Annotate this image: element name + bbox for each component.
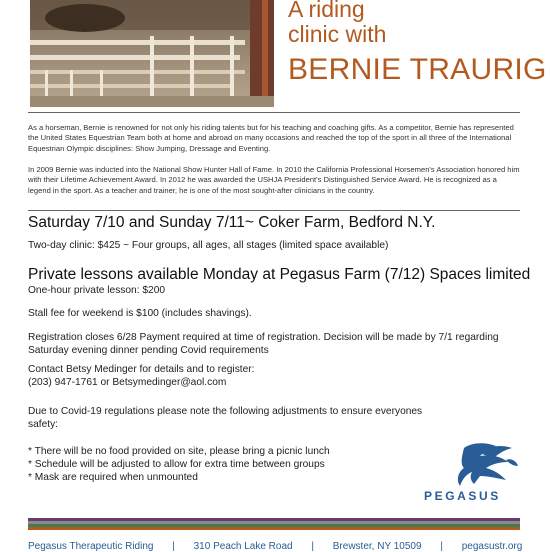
footer-website[interactable]: pegasustr.org — [461, 541, 523, 552]
covid-notice-1: Due to Covid-19 regulations please note the following adjustments to ensure everyones — [28, 406, 423, 417]
bio-paragraph-1: As a horseman, Bernie is renowned for not only his riding talents but for his teaching and coaching gifts. As a competitor, Bernie has represented the United States Equestrian Team both at home and abroad on many occasions and reached the top of the sport in all three of the International Equestrian Olympic disciplines: Show Jumping, Dressage and Eventing. — [28, 123, 514, 153]
registration-line-2: Saturday evening dinner pending Covid requirements — [28, 345, 269, 356]
clinic-price: Two-day clinic: $425 ~ Four groups, all ages, all stages (limited space available) — [28, 240, 389, 251]
header-photo — [30, 0, 274, 107]
footer-separator: | — [172, 541, 175, 552]
footer-separator: | — [311, 541, 314, 552]
headline-line1: A riding — [288, 0, 365, 22]
rule-item: * Mask are required when unmounted — [28, 472, 198, 483]
pegasus-wordmark: PEGASUS — [424, 489, 501, 503]
headline-line2: clinic with — [288, 21, 387, 47]
stall-fee: Stall fee for weekend is $100 (includes shavings). — [28, 308, 252, 319]
rule-item: * There will be no food provided on site, please bring a picnic lunch — [28, 446, 330, 457]
covid-notice-2: safety: — [28, 419, 59, 430]
private-lesson-price: One-hour private lesson: $200 — [28, 285, 166, 296]
rule-item: * Schedule will be adjusted to allow for extra time between groups — [28, 459, 325, 470]
stripe-orange — [28, 527, 520, 530]
event-dates: Saturday 7/10 and Sunday 7/11~ Coker Farm, Bedford N.Y. — [28, 214, 436, 231]
footer-city: Brewster, NY 10509 — [332, 541, 422, 552]
footer-stripes — [28, 518, 520, 530]
footer-separator: | — [440, 541, 443, 552]
contact-line-1: Contact Betsy Medinger for details and to register: — [28, 364, 255, 375]
registration-line-1: Registration closes 6/28 Payment required at time of registration. Decision will be made by 7/1 regarding — [28, 332, 499, 343]
headline-name: BERNIE TRAURIG — [288, 53, 547, 86]
bio-paragraph-2: In 2009 Bernie was inducted into the National Show Hunter Hall of Fame. In 2010 the California Professional Horsemen's Association honored him with their Lifetime Achievement Award. In 2012 he was awarded the USHJA President's Distinguished Service Award. He is recognized as a legend in the sport. As a teacher and trainer, he is one of the most sought-after clinicians in the country. — [28, 165, 520, 195]
private-lessons-heading: Private lessons available Monday at Pegasus Farm (7/12) Spaces limited — [28, 266, 531, 283]
footer-org-name: Pegasus Therapeutic Riding — [28, 541, 154, 552]
mid-divider — [28, 210, 520, 211]
top-divider — [28, 112, 520, 113]
pegasus-horse-icon — [420, 440, 524, 490]
footer — [28, 541, 528, 552]
contact-line-2: (203) 947-1761 or Betsymedinger@aol.com — [28, 377, 227, 388]
footer-address: 310 Peach Lake Road — [193, 541, 293, 552]
